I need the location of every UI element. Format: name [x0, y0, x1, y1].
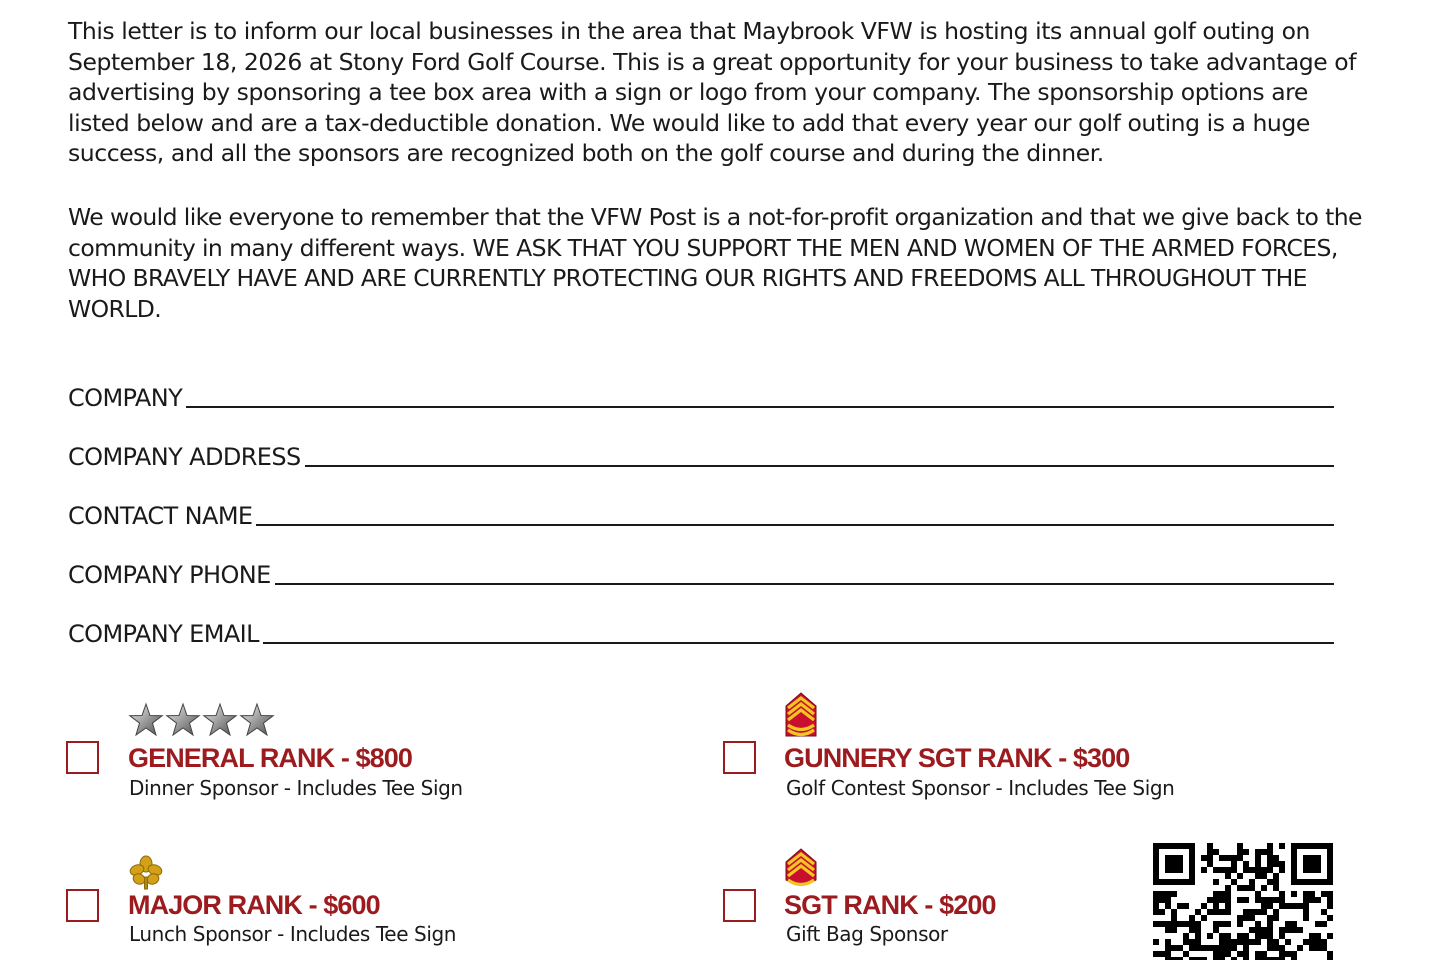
company-email-label: COMPANY EMAIL — [68, 620, 259, 648]
company-input-line[interactable] — [186, 406, 1334, 408]
company-address-label: COMPANY ADDRESS — [68, 443, 301, 471]
four-stars-icon — [128, 702, 278, 740]
company-address-input-line[interactable] — [305, 465, 1334, 467]
gunnery-sgt-rank-description: Golf Contest Sponsor - Includes Tee Sign — [786, 776, 1175, 800]
major-rank-checkbox[interactable] — [66, 889, 99, 922]
gunnery-sgt-rank-title: GUNNERY SGT RANK - $300 — [784, 743, 1130, 773]
major-rank-description: Lunch Sponsor - Includes Tee Sign — [129, 922, 457, 946]
sgt-rank-checkbox[interactable] — [723, 889, 756, 922]
contact-name-input-line[interactable] — [256, 524, 1334, 526]
company-label: COMPANY — [68, 384, 183, 412]
company-phone-field — [68, 555, 1334, 589]
contact-name-label: CONTACT NAME — [68, 502, 253, 530]
general-rank-checkbox[interactable] — [66, 741, 99, 774]
general-rank-description: Dinner Sponsor - Includes Tee Sign — [129, 776, 463, 800]
company-phone-label: COMPANY PHONE — [68, 561, 271, 589]
qr-code-icon[interactable] — [1153, 843, 1333, 960]
support-paragraph: We would like everyone to remember that the VFW Post is a not-for-profit organization and that we give back to the community in many different ways. WE ASK THAT YOU SUPPORT THE MEN AND WOMEN OF THE ARMED FORCES, WHO BRAVELY HAVE AND ARE CURRENTLY PROTECTING OUR RIGHTS AND FREEDOMS ALL THROUGHOUT THE WORLD. — [68, 203, 1362, 323]
intro-paragraph: This letter is to inform our local businesses in the area that Maybrook VFW is hosting its annual golf outing on September 18, 2026 at Stony Ford Golf Course. This is a great opportunity for your business to take advantage of advertising by sponsoring a tee box area with a sign or logo from your company. The sponsorship options are listed below and are a tax-deductible donation. We would like to add that every year our golf outing is a huge success, and all the sponsors are recognized both on the golf course and during the dinner. — [68, 17, 1357, 167]
sergeant-chevron-icon — [784, 848, 818, 888]
gunnery-sgt-rank-checkbox[interactable] — [723, 741, 756, 774]
company-phone-input-line[interactable] — [275, 583, 1334, 585]
company-field — [68, 378, 1334, 412]
gold-oak-leaf-icon — [128, 855, 164, 891]
general-rank-title: GENERAL RANK - $800 — [128, 743, 412, 773]
sgt-rank-title: SGT RANK - $200 — [784, 890, 996, 920]
company-email-input-line[interactable] — [263, 642, 1334, 644]
contact-name-field — [68, 496, 1334, 530]
major-rank-title: MAJOR RANK - $600 — [128, 890, 380, 920]
company-address-field — [68, 437, 1334, 471]
sgt-rank-description: Gift Bag Sponsor — [786, 922, 948, 946]
gunnery-sergeant-chevron-icon — [784, 692, 818, 738]
company-email-field — [68, 614, 1334, 648]
